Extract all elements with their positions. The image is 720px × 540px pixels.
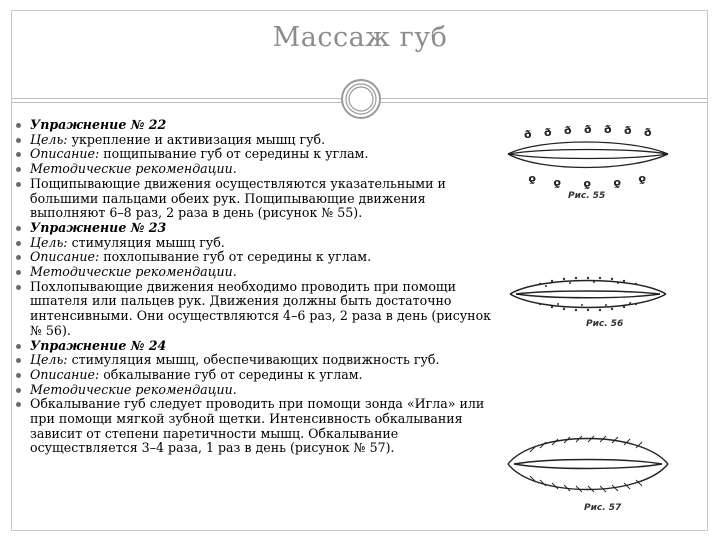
list-item-text: Цель: bbox=[30, 131, 68, 147]
exercise-list bbox=[16, 118, 492, 456]
list-item-text: Пощипывающие движения осуществляются указательными и большими пальцами обеих рук. Пощипывающие движения выполняют 6–8 раз, 2 раза в день (рисунок № 55). bbox=[30, 175, 446, 221]
list-item bbox=[16, 177, 492, 221]
list-item bbox=[16, 118, 492, 133]
svg-text:ð: ð bbox=[544, 126, 552, 139]
svg-text:ð: ð bbox=[613, 177, 621, 190]
list-item bbox=[16, 368, 492, 383]
list-item bbox=[16, 397, 492, 456]
svg-text:ð: ð bbox=[584, 123, 592, 136]
svg-text:ð: ð bbox=[624, 124, 632, 137]
svg-text:ð: ð bbox=[638, 173, 646, 186]
list-item-text: похлопывание губ от середины к углам. bbox=[99, 249, 372, 265]
list-item-text: Методические рекомендации. bbox=[30, 264, 237, 280]
svg-text:ð: ð bbox=[528, 173, 536, 186]
list-item-text: Обкалывание губ следует проводить при помощи зонда «Игла» или при помощи мягкой зубной щетки. Интенсивность обкалывания зависит от степени паретичности мышц. Обкалывание осуществляется 3–4 раза, 1 раз в день (рисунок № 57). bbox=[30, 396, 485, 456]
list-item-text: Упражнение № 23 bbox=[30, 219, 167, 235]
svg-text:ð: ð bbox=[604, 123, 612, 136]
list-item-text: стимуляция мышц, обеспечивающих подвижность губ. bbox=[67, 352, 440, 368]
figure-56-tapping bbox=[510, 277, 666, 329]
list-item-text: Описание: bbox=[30, 249, 100, 265]
list-item bbox=[16, 162, 492, 177]
list-item bbox=[16, 353, 492, 368]
list-item-text: Упражнение № 24 bbox=[30, 337, 167, 353]
svg-text:ð: ð bbox=[564, 124, 572, 137]
list-item bbox=[16, 236, 492, 251]
list-item bbox=[16, 250, 492, 265]
lip-massage-illustrations bbox=[500, 112, 676, 516]
list-item bbox=[16, 339, 492, 354]
list-item-text: укрепление и активизация мышц губ. bbox=[67, 131, 326, 147]
list-item bbox=[16, 147, 492, 162]
list-item bbox=[16, 383, 492, 398]
list-item-text: Описание: bbox=[30, 366, 100, 382]
list-item-text: Похлопывающие движения необходимо проводить при помощи шпателя или пальцев рук. Движения должны быть достаточно интенсивными. Они осуществляются 4–6 раз, 2 раза в день (рисунок № 56). bbox=[30, 278, 492, 338]
list-item-text: Упражнение № 22 bbox=[30, 117, 167, 132]
list-item-text: Описание: bbox=[30, 146, 100, 162]
slide-title: Массаж губ bbox=[272, 22, 448, 53]
list-item bbox=[16, 265, 492, 280]
svg-text:ð: ð bbox=[524, 128, 532, 141]
figure-55-pinching bbox=[508, 123, 668, 201]
list-item-text: Цель: bbox=[30, 352, 68, 368]
list-item bbox=[16, 221, 492, 236]
list-item-text: Методические рекомендации. bbox=[30, 161, 237, 177]
list-item bbox=[16, 280, 492, 339]
list-item bbox=[16, 133, 492, 148]
list-item-text: пощипывание губ от середины к углам. bbox=[99, 146, 369, 162]
svg-text:ð: ð bbox=[583, 178, 591, 191]
svg-text:ð: ð bbox=[644, 126, 652, 139]
list-item-text: Цель: bbox=[30, 234, 68, 250]
figure-56-caption: Рис. 56 bbox=[586, 319, 624, 329]
figure-57-pricking bbox=[508, 436, 668, 513]
list-item-text: обкалывание губ от середины к углам. bbox=[99, 366, 363, 382]
list-item-text: Методические рекомендации. bbox=[30, 381, 237, 397]
list-item-text: стимуляция мышц губ. bbox=[67, 234, 225, 250]
figure-57-caption: Рис. 57 bbox=[584, 503, 622, 513]
circle-ornament-icon bbox=[340, 78, 382, 120]
svg-text:ð: ð bbox=[553, 177, 561, 190]
figure-55-caption: Рис. 55 bbox=[568, 191, 606, 201]
